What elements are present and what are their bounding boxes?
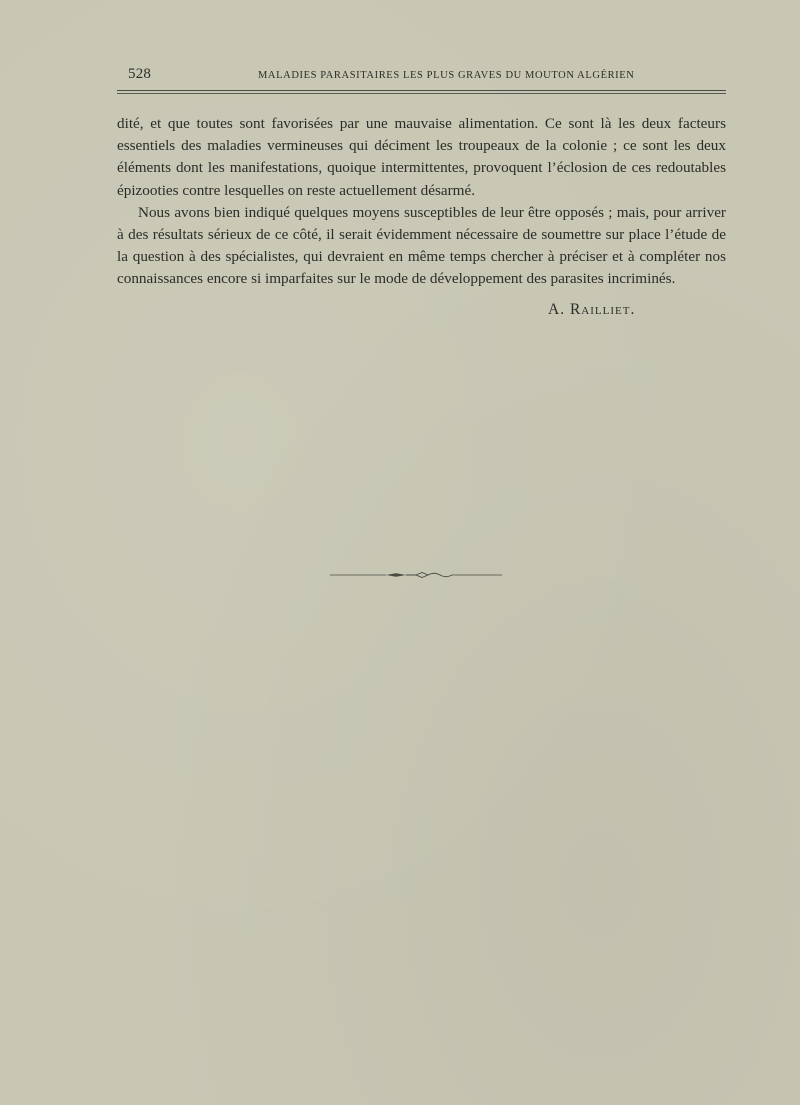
running-title: MALADIES PARASITAIRES LES PLUS GRAVES DU MOUTON ALGÉRIEN bbox=[258, 70, 635, 81]
paragraph: Nous avons bien indiqué quelques moyens susceptibles de leur être opposés ; mais, pour arriver à des résultats sérieux de ce côté, il serait évidemment nécessaire de soumettre sur place l’étude de la question à des spécialistes, qui devraient en même temps chercher à préciser et à compléter nos connaissances encore si imparfaites sur le mode de développement des parasites incriminés. bbox=[117, 203, 726, 288]
author-signature bbox=[548, 301, 635, 319]
ornamental-divider bbox=[330, 570, 502, 580]
paragraph: dité, et que toutes sont favorisées par une mauvaise alimentation. Ce sont là les deux facteurs essentiels des maladies vermineuses qui déciment les troupeaux de la colonie ; ce sont les deux éléments dont les manifestations, quoique intermittentes, provoquent l’éclosion de ces redoutables épizooties contre lesquelles on reste actuellement désarmé. bbox=[117, 115, 726, 199]
author-name: Railliet. bbox=[569, 301, 636, 318]
author-initial: A. bbox=[548, 301, 566, 318]
page-header bbox=[128, 66, 726, 86]
page-number: 528 bbox=[128, 66, 152, 82]
body-text bbox=[117, 113, 726, 291]
header-double-rule bbox=[117, 90, 726, 94]
